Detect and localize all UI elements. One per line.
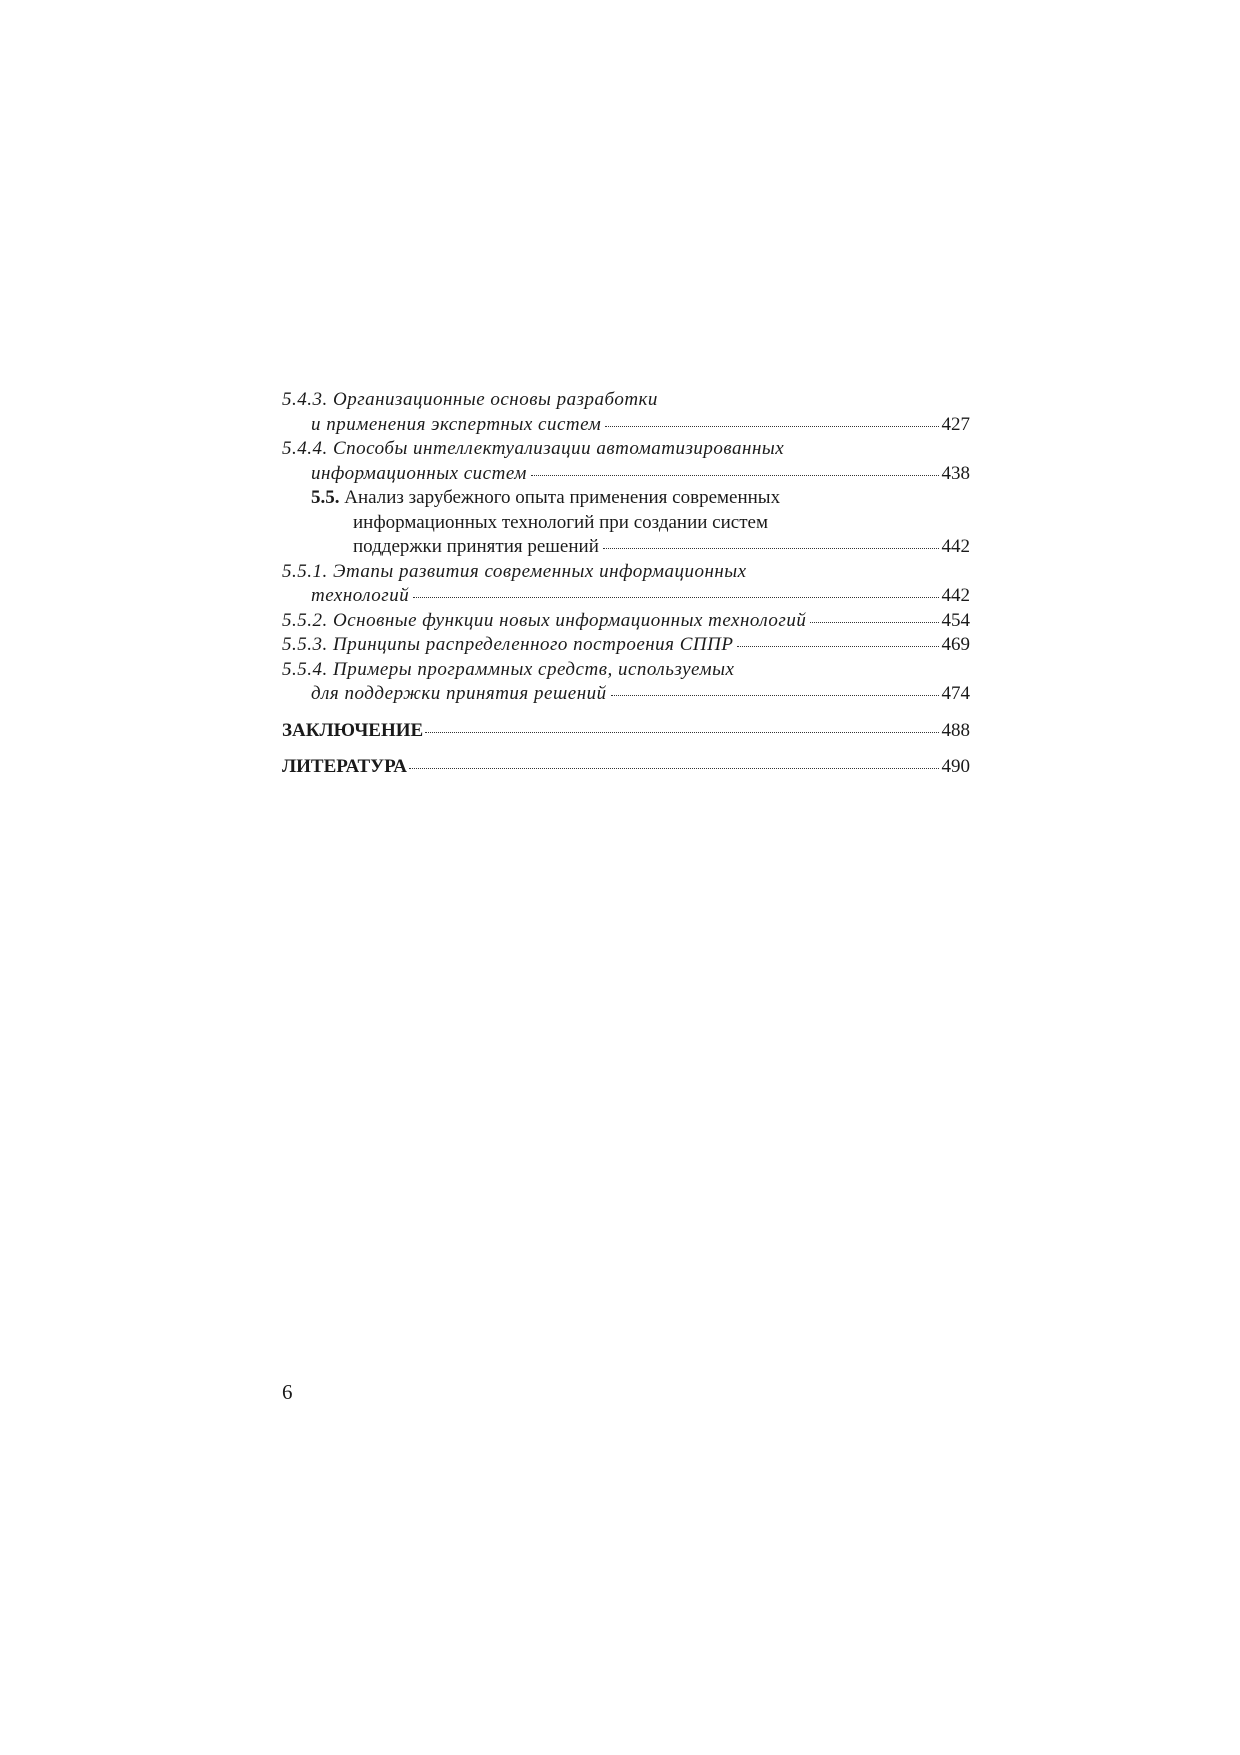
toc-entry-continuation-line xyxy=(282,584,970,609)
toc-page-number: 442 xyxy=(941,536,970,557)
toc-entry-title-continued: информационных систем xyxy=(311,462,527,484)
toc-entry-continuation-line xyxy=(282,462,970,487)
toc-entry-title: ЗАКЛЮЧЕНИЕ xyxy=(282,719,424,741)
dot-leader xyxy=(737,646,938,647)
table-of-contents xyxy=(282,388,970,780)
toc-page-number: 427 xyxy=(941,413,970,435)
toc-entry-5-5-1 xyxy=(282,560,970,609)
toc-entry-title-line xyxy=(282,633,970,658)
dot-leader xyxy=(810,622,938,623)
toc-entry-title: 5.5.2. Основные функции новых информационных технологий xyxy=(282,609,807,631)
dot-leader xyxy=(425,732,938,733)
toc-entry-5-5-2 xyxy=(282,609,970,634)
dot-leader xyxy=(413,597,938,598)
toc-entry-conclusion xyxy=(282,719,970,744)
toc-page-number: 454 xyxy=(941,609,970,631)
toc-entry-title-continued: для поддержки принятия решений xyxy=(311,683,607,704)
toc-page-number: 438 xyxy=(941,462,970,484)
page-number: 6 xyxy=(282,1380,293,1404)
toc-page-number: 490 xyxy=(941,756,970,777)
toc-entry-5-5-3 xyxy=(282,633,970,658)
toc-entry-title: 5.5.3. Принципы распределенного построения СППР xyxy=(282,634,734,655)
toc-entry-title-continued: и применения экспертных систем xyxy=(311,413,602,435)
toc-entry-title: 5.5.1. Этапы развития современных информационных xyxy=(282,560,747,582)
toc-entry-title-line xyxy=(282,658,970,683)
toc-entry-title-continued: поддержки принятия решений xyxy=(353,536,599,557)
toc-entry-title: 5.4.4. Способы интеллектуализации автоматизированных xyxy=(282,438,785,459)
toc-entry-title: Анализ зарубежного опыта применения современных xyxy=(339,487,781,508)
toc-entry-title-line xyxy=(282,755,970,780)
dot-leader xyxy=(409,768,938,769)
toc-entry-continuation-line xyxy=(282,682,970,707)
toc-entry-continuation-line xyxy=(311,535,970,560)
toc-entry-title: 5.5.4. Примеры программных средств, используемых xyxy=(282,658,735,680)
toc-entry-title-line xyxy=(282,437,970,462)
toc-entry-title-line xyxy=(282,719,970,744)
toc-entry-5-4-3 xyxy=(282,388,970,437)
dot-leader xyxy=(611,695,939,696)
toc-entry-title: 5.4.3. Организационные основы разработки xyxy=(282,389,658,410)
toc-entry-title-continued: технологий xyxy=(311,585,410,606)
dot-leader xyxy=(605,426,938,427)
toc-page-number: 442 xyxy=(941,585,970,606)
toc-entry-5-5 xyxy=(311,486,970,560)
toc-entry-title-continued: информационных технологий при создании систем xyxy=(353,511,768,533)
toc-section-number: 5.5. xyxy=(311,487,340,508)
toc-page-number: 474 xyxy=(941,683,970,704)
dot-leader xyxy=(531,475,939,476)
toc-entry-5-4-4 xyxy=(282,437,970,486)
toc-entry-title: ЛИТЕРАТУРА xyxy=(282,756,408,777)
toc-entry-title-line xyxy=(282,560,970,585)
toc-page-number: 469 xyxy=(941,634,970,655)
toc-entry-5-5-4 xyxy=(282,658,970,707)
toc-entry-literature xyxy=(282,755,970,780)
toc-page-number: 488 xyxy=(941,719,970,741)
toc-entry-title-line xyxy=(282,609,970,634)
toc-entry-continuation-line xyxy=(311,511,970,536)
toc-entry-continuation-line xyxy=(282,413,970,438)
dot-leader xyxy=(603,548,939,549)
toc-entry-title-line xyxy=(282,388,970,413)
toc-entry-title-line xyxy=(311,486,970,511)
